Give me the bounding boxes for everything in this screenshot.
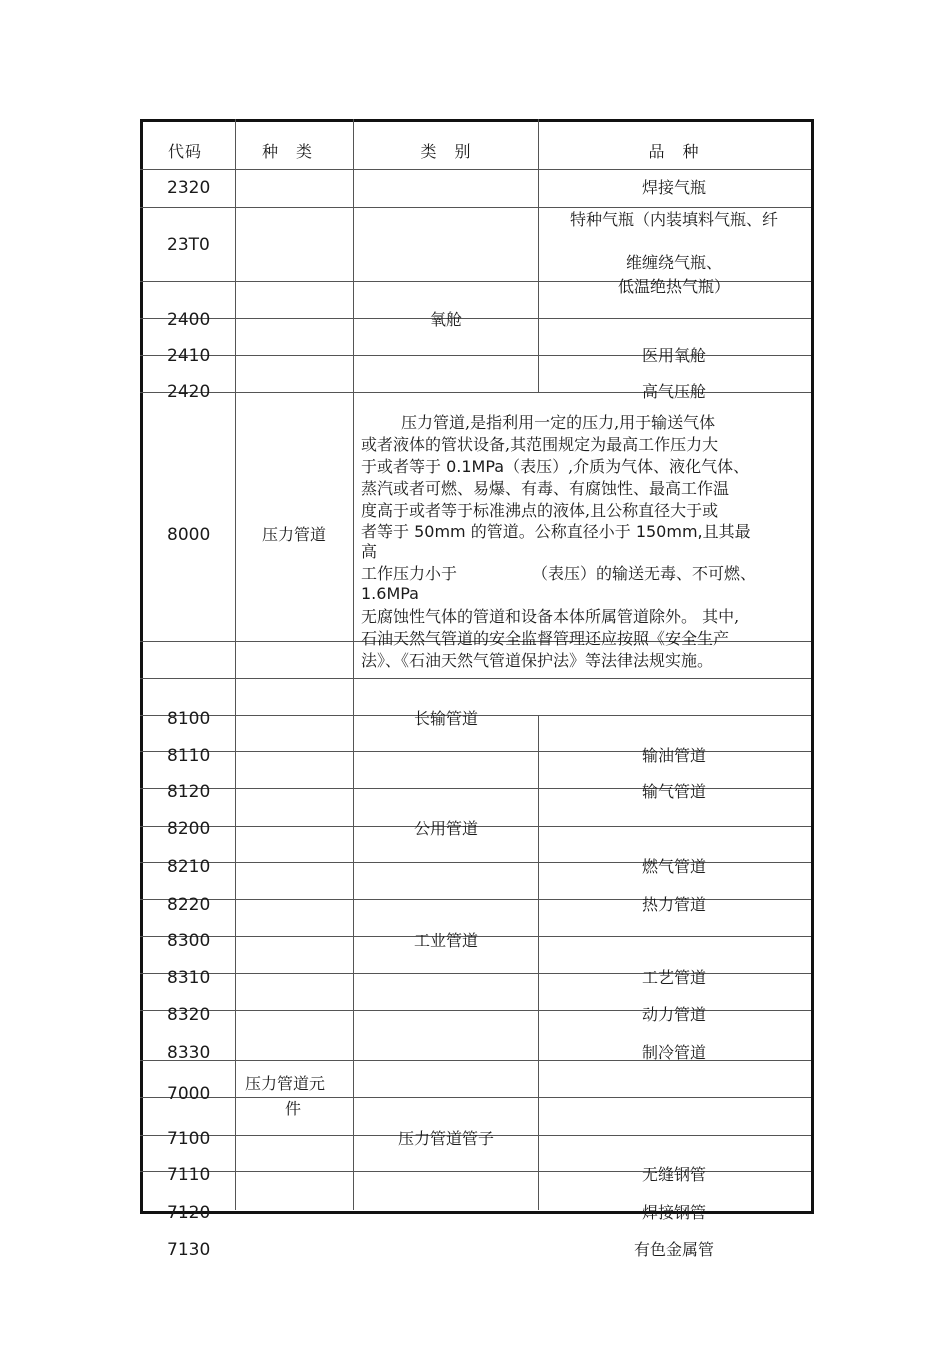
kind-cell: 压力管道元 [245, 1074, 326, 1093]
description-line: 者等于 50mm 的管道。公称直径小于 150mm,且其最 [361, 522, 751, 541]
description-line: 工作压力小于 （表压）的输送无毒、不可燃、 [361, 564, 757, 583]
code-cell: 2400 [167, 310, 211, 330]
header-code: 代码 [168, 142, 203, 161]
variety-cell: 动力管道 [641, 1005, 706, 1024]
description-line: 蒸汽或者可燃、易爆、有毒、有腐蚀性、最高工作温 [361, 479, 730, 498]
row-divider [140, 1097, 811, 1098]
code-cell: 7130 [167, 1240, 211, 1260]
description-line: 于或者等于 0.1MPa（表压）,介质为气体、液化气体、 [361, 457, 750, 476]
variety-cell: 输油管道 [641, 746, 706, 765]
code-cell: 8100 [167, 709, 211, 729]
kind-cell: 压力管道 [262, 525, 327, 544]
row-divider [140, 169, 811, 170]
code-cell: 8000 [167, 525, 211, 545]
variety-cell: 燃气管道 [641, 857, 706, 876]
variety-cell: 高气压舱 [641, 382, 706, 401]
category-cell: 工业管道 [413, 931, 478, 950]
code-cell: 7120 [167, 1203, 211, 1223]
code-cell: 8330 [167, 1043, 211, 1063]
description-line: 无腐蚀性气体的管道和设备本体所属管道除外。 其中, [361, 607, 740, 626]
code-cell: 8110 [167, 746, 211, 766]
code-cell: 23T0 [167, 235, 210, 255]
code-cell: 2420 [167, 382, 211, 402]
variety-cell: 输气管道 [641, 782, 706, 801]
code-cell: 8320 [167, 1005, 211, 1025]
variety-cell: 焊接气瓶 [641, 178, 706, 197]
kind-cell: 件 [285, 1099, 302, 1118]
variety-cell: 有色金属管 [633, 1240, 714, 1259]
category-cell: 压力管道管子 [397, 1129, 494, 1148]
code-cell: 8210 [167, 857, 211, 877]
category-cell: 公用管道 [413, 819, 478, 838]
row-divider [140, 678, 811, 679]
variety-cell: 焊接钢管 [641, 1203, 706, 1222]
row-divider [140, 207, 811, 208]
code-cell: 8200 [167, 819, 211, 839]
code-cell: 7000 [167, 1084, 211, 1104]
category-cell: 氧舱 [429, 310, 462, 329]
code-cell: 8220 [167, 895, 211, 915]
column-divider [235, 119, 236, 1210]
description-line: 压力管道,是指利用一定的压力,用于输送气体 [401, 413, 716, 432]
code-cell: 7110 [167, 1165, 211, 1185]
variety-cell: 维缠绕气瓶、 [625, 253, 722, 272]
description-line: 1.6MPa [361, 584, 419, 603]
code-cell: 8310 [167, 968, 211, 988]
description-line: 石油天然气管道的安全监督管理还应按照《安全生产 [361, 629, 730, 648]
variety-cell: 热力管道 [641, 895, 706, 914]
code-cell: 7100 [167, 1129, 211, 1149]
description-line: 法》、《石油天然气管道保护法》等法律法规实施。 [361, 651, 714, 670]
description-line: 度高于或者等于标准沸点的液体,且公称直径大于或 [361, 501, 719, 520]
header-variety: 品 种 [648, 142, 700, 161]
category-cell: 长输管道 [413, 709, 478, 728]
pressure-piping-description [361, 412, 806, 672]
code-cell: 2320 [167, 178, 211, 198]
header-kind: 种 类 [262, 142, 314, 161]
code-cell: 8120 [167, 782, 211, 802]
variety-cell: 医用氧舱 [641, 346, 706, 365]
description-line: 或者液体的管状设备,其范围规定为最高工作压力大 [361, 435, 719, 454]
code-cell: 8300 [167, 931, 211, 951]
code-cell: 2410 [167, 346, 211, 366]
variety-cell: 工艺管道 [641, 968, 706, 987]
variety-cell: 制冷管道 [641, 1043, 706, 1062]
variety-cell: 低温绝热气瓶） [617, 277, 730, 296]
column-divider [353, 119, 354, 1210]
variety-cell: 特种气瓶（内装填料气瓶、纤 [569, 210, 778, 229]
description-line: 高 [361, 542, 378, 561]
header-category: 类 别 [420, 142, 472, 161]
variety-cell: 无缝钢管 [641, 1165, 706, 1184]
